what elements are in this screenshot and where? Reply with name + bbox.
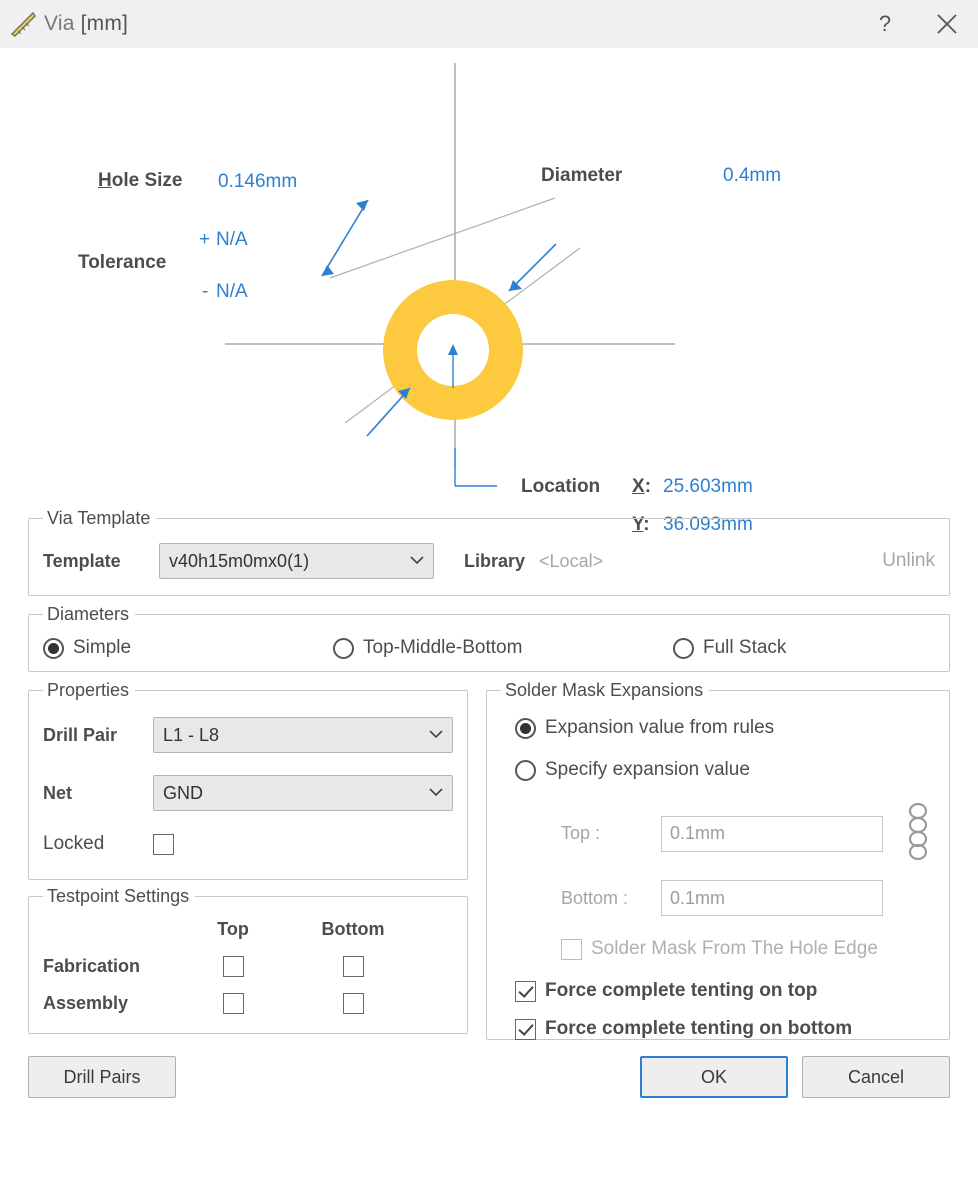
diameters-option-top-middle-bottom-label: Top-Middle-Bottom: [363, 637, 523, 658]
locked-label: Locked: [43, 833, 105, 854]
radio-expansion-from-rules-icon[interactable]: [515, 718, 536, 739]
ok-button[interactable]: OK: [640, 1056, 788, 1098]
cancel-button[interactable]: Cancel: [802, 1056, 950, 1098]
tolerance-plus-value: N/A: [216, 229, 248, 250]
testpoint-fabrication-top-checkbox[interactable]: [223, 956, 244, 977]
unlink-button[interactable]: Unlink: [882, 550, 935, 571]
via-template-group-label: Via Template: [47, 508, 151, 528]
testpoint-col-top: Top: [217, 919, 249, 939]
window-title-text: Via: [44, 12, 75, 35]
drill-pairs-button[interactable]: Drill Pairs: [28, 1056, 176, 1098]
hole-size-value[interactable]: 0.146mm: [218, 171, 298, 192]
testpoint-group: [28, 886, 468, 1034]
solder-mask-hole-edge-checkbox[interactable]: [561, 939, 582, 960]
diameters-option-simple-label: Simple: [73, 637, 132, 658]
testpoint-row-label: Assembly: [43, 993, 129, 1013]
testpoint-fabrication-bottom-checkbox[interactable]: [343, 956, 364, 977]
properties-group-label: Properties: [47, 680, 130, 700]
title-bar: [0, 0, 978, 48]
close-icon[interactable]: [916, 0, 978, 48]
tent-bottom-label: Force complete tenting on bottom: [545, 1018, 853, 1039]
tent-top-checkbox[interactable]: [515, 981, 536, 1002]
location-y-value[interactable]: 36.093mm: [663, 514, 753, 535]
tent-bottom-option[interactable]: [515, 1018, 935, 1040]
testpoint-assembly-top-cell: [173, 993, 293, 1014]
via-icon: [8, 9, 38, 39]
tent-top-option[interactable]: [515, 980, 935, 1002]
radio-full-stack-icon[interactable]: [673, 638, 694, 659]
radio-specify-expansion-icon[interactable]: [515, 760, 536, 781]
properties-group: [28, 680, 468, 880]
library-value: <Local>: [539, 550, 604, 571]
solder-mask-from-rules-option[interactable]: [515, 717, 935, 739]
solder-mask-specify-label: Specify expansion value: [545, 759, 750, 780]
diameters-group: [28, 604, 950, 672]
hole-size-label: Hole Size: [98, 170, 183, 191]
testpoint-assembly-top-checkbox[interactable]: [223, 993, 244, 1014]
solder-mask-group-label: Solder Mask Expansions: [505, 680, 704, 700]
location-y-label: Y:: [632, 514, 650, 535]
radio-top-middle-bottom-icon[interactable]: [333, 638, 354, 659]
diameters-option-top-middle-bottom[interactable]: [333, 637, 673, 659]
chain-link-icon[interactable]: [905, 801, 931, 866]
help-button[interactable]: ?: [878, 11, 892, 36]
solder-mask-hole-edge-label: Solder Mask From The Hole Edge: [591, 938, 878, 959]
solder-mask-specify-option[interactable]: [515, 759, 935, 781]
window-title: [44, 12, 128, 36]
window-title-unit: [mm]: [80, 12, 129, 35]
dialog-body: [0, 508, 978, 1098]
dialog-footer: [28, 1056, 950, 1098]
net-label: Net: [43, 782, 73, 803]
solder-mask-from-rules-label: Expansion value from rules: [545, 717, 775, 738]
diameters-group-label: Diameters: [47, 604, 130, 624]
tent-top-label: Force complete tenting on top: [545, 980, 818, 1001]
testpoint-row-assembly: [43, 993, 453, 1014]
diameters-option-full-stack[interactable]: [673, 637, 786, 659]
solder-mask-group: [486, 680, 950, 1040]
template-combo-wrap: [159, 543, 434, 579]
left-column: [28, 680, 468, 1040]
testpoint-assembly-bottom-checkbox[interactable]: [343, 993, 364, 1014]
net-combo-wrap: [153, 775, 453, 811]
solder-mask-bottom-input[interactable]: [661, 880, 883, 916]
testpoint-col-bottom: Bottom: [321, 919, 385, 939]
drill-pair-combo-wrap: [153, 717, 453, 753]
template-label: Template: [43, 550, 121, 571]
tolerance-plus-sign: +: [199, 229, 211, 250]
drill-pair-select[interactable]: [153, 717, 453, 753]
right-column: [486, 680, 950, 1040]
tolerance-label: Tolerance: [78, 252, 167, 273]
tent-bottom-checkbox[interactable]: [515, 1019, 536, 1040]
solder-mask-top-row: [561, 801, 935, 866]
tolerance-minus-sign: -: [202, 281, 209, 302]
radio-simple-icon[interactable]: [43, 638, 64, 659]
via-preview-drawing: [0, 48, 978, 508]
solder-mask-top-input[interactable]: [661, 816, 883, 852]
solder-mask-hole-edge-option[interactable]: [561, 938, 935, 960]
solder-mask-bottom-label: Bottom :: [561, 887, 629, 908]
via-template-group: [28, 508, 950, 596]
template-select[interactable]: [159, 543, 434, 579]
net-select[interactable]: [153, 775, 453, 811]
testpoint-row-fabrication: [43, 956, 453, 977]
diameters-option-full-stack-label: Full Stack: [703, 637, 787, 658]
library-label: Library: [464, 550, 526, 571]
location-x-label: X:: [632, 476, 652, 497]
testpoint-fabrication-top-cell: [173, 956, 293, 977]
diameters-option-simple[interactable]: [43, 637, 333, 659]
testpoint-assembly-bottom-cell: [293, 993, 413, 1014]
location-label: Location: [521, 476, 601, 497]
locked-checkbox[interactable]: [153, 834, 174, 855]
testpoint-group-label: Testpoint Settings: [47, 886, 190, 906]
solder-mask-bottom-row: [561, 880, 935, 916]
location-x-value[interactable]: 25.603mm: [663, 476, 753, 497]
testpoint-row-label: Fabrication: [43, 956, 141, 976]
testpoint-fabrication-bottom-cell: [293, 956, 413, 977]
solder-mask-top-label: Top :: [561, 823, 601, 843]
diameter-label: Diameter: [541, 165, 623, 186]
lower-panels: [28, 680, 950, 1040]
drill-pair-label: Drill Pair: [43, 724, 118, 745]
diameter-value[interactable]: 0.4mm: [723, 165, 782, 186]
tolerance-minus-value: N/A: [216, 281, 248, 302]
